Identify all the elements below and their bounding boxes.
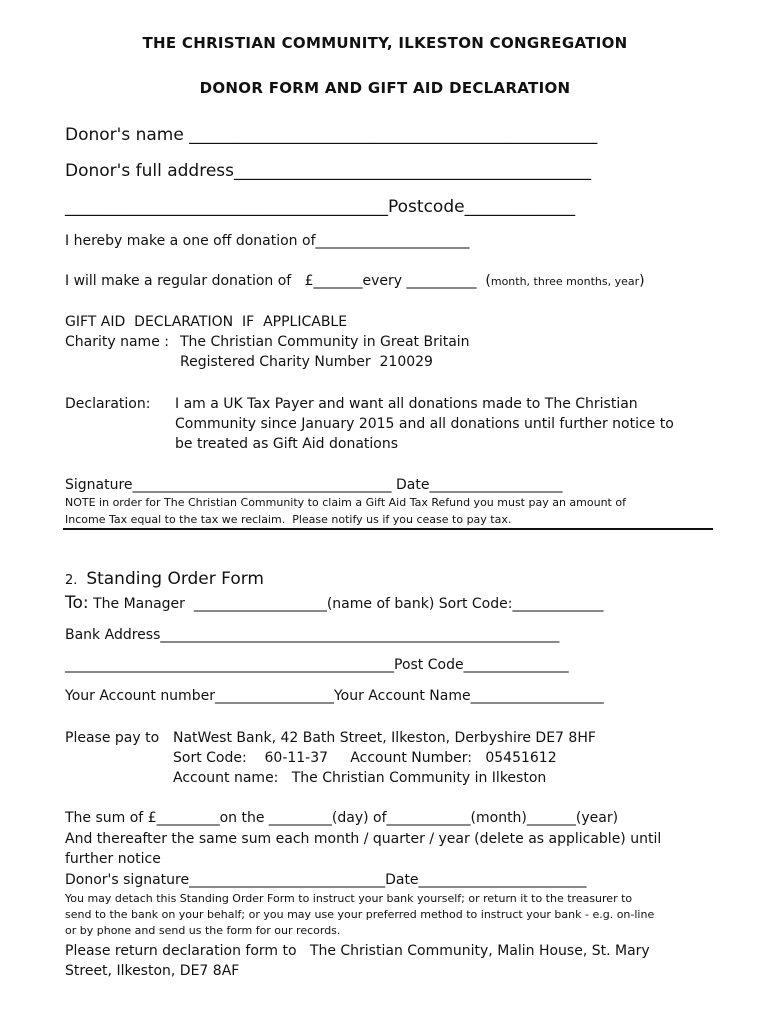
standing-order-heading (65, 570, 264, 590)
gift-aid-signature-field[interactable]: Signature_____________________________________ Date___________________ (65, 477, 563, 493)
regular-donation-field[interactable] (65, 272, 645, 291)
section-number: 2. (65, 573, 78, 588)
one-off-donation-field[interactable]: I hereby make a one off donation of______________________ (65, 233, 470, 249)
return-address: Street, Ilkeston, DE7 8AF (65, 963, 240, 979)
bank-postcode-field[interactable]: _______________________________________________Post Code_______________ (65, 657, 569, 673)
pay-to-label: Please pay to (65, 730, 160, 746)
gift-aid-note: NOTE in order for The Christian Community to claim a Gift Aid Tax Refund you must pay an amount of (65, 496, 626, 509)
regular-donation-text: I will make a regular donation of £_______every __________ ( (65, 273, 491, 289)
donor-postcode-field[interactable]: ______________________________________Postcode_____________ (65, 197, 576, 217)
charity-name-label: Charity name : (65, 334, 169, 350)
donor-address-field[interactable]: Donor's full address__________________________________________ (65, 161, 591, 181)
bank-address-field[interactable]: Bank Address_________________________________________________________ (65, 627, 560, 643)
declaration-text: Community since January 2015 and all donations until further notice to (175, 416, 674, 432)
declaration-text: be treated as Gift Aid donations (175, 436, 399, 452)
payee-account-name: Account name: The Christian Community in Ilkeston (173, 770, 547, 786)
declaration-label: Declaration: (65, 396, 151, 412)
return-address: Please return declaration form to The Christian Community, Malin House, St. Mary (65, 943, 650, 959)
charity-number: Registered Charity Number 210029 (180, 354, 433, 370)
regular-donation-period: month, three months, year (490, 275, 640, 288)
gift-aid-note: Income Tax equal to the tax we reclaim. Please notify us if you cease to pay tax. (65, 513, 512, 526)
to-label: To: (65, 593, 89, 613)
standing-order-title: Standing Order Form (86, 569, 264, 589)
thereafter-text: And thereafter the same sum each month / quarter / year (delete as applicable) until (65, 831, 662, 847)
charity-name: The Christian Community in Great Britain (180, 334, 470, 350)
bank-manager-field[interactable] (65, 594, 603, 613)
detach-instructions: send to the bank on your behalf; or you may use your preferred method to instruct your bank - e.g. on-line (65, 908, 655, 921)
gift-aid-heading: GIFT AID DECLARATION IF APPLICABLE (65, 314, 348, 330)
form-title: DONOR FORM AND GIFT AID DECLARATION (199, 79, 571, 97)
donor-name-field[interactable]: Donor's name ________________________________________________ (65, 125, 598, 145)
payment-sum-field[interactable]: The sum of £_________on the _________(day) of____________(month)_______(year) (65, 810, 619, 826)
bank-manager-line: The Manager ___________________(name of bank) Sort Code:_____________ (88, 596, 604, 612)
donor-signature-field[interactable]: Donor's signature____________________________Date________________________ (65, 872, 587, 888)
detach-instructions: or by phone and send us the form for our records. (65, 924, 341, 937)
account-details-field[interactable]: Your Account number_________________Your Account Name___________________ (65, 688, 604, 704)
section-divider (63, 528, 713, 530)
page-title: THE CHRISTIAN COMMUNITY, ILKESTON CONGREGATION (142, 34, 628, 52)
payee-sort-code: Sort Code: 60-11-37 Account Number: 05451612 (173, 750, 557, 766)
payee-bank: NatWest Bank, 42 Bath Street, Ilkeston, Derbyshire DE7 8HF (173, 730, 596, 746)
detach-instructions: You may detach this Standing Order Form to instruct your bank yourself; or return it to the treasurer to (65, 892, 633, 905)
regular-donation-close: ) (639, 273, 645, 289)
thereafter-text: further notice (65, 851, 161, 867)
declaration-text: I am a UK Tax Payer and want all donations made to The Christian (175, 396, 638, 412)
